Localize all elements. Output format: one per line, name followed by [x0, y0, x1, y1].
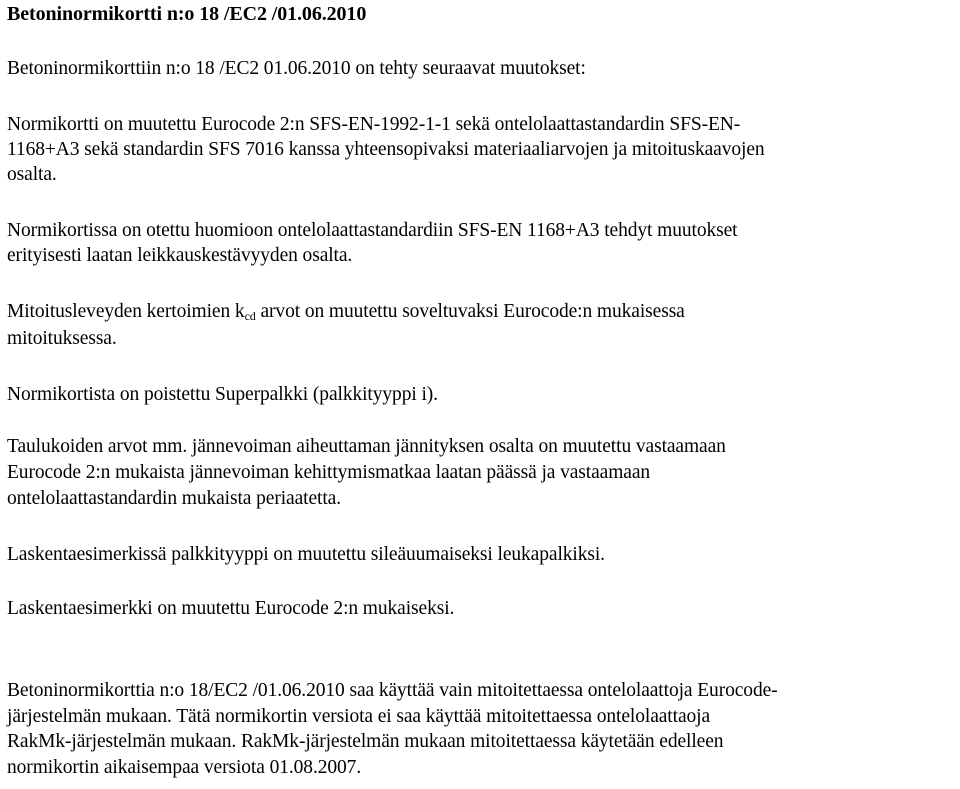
- paragraph-3-line-2: mitoituksessa.: [7, 328, 117, 349]
- paragraph-5-line-2: Eurocode 2:n mukaista jännevoiman kehittymismatkaa laatan päässä ja vastaamaan: [7, 462, 651, 483]
- paragraph-1-line-1: Normikortti on muutettu Eurocode 2:n SFS-EN-1992-1-1 sekä ontelolaattastandardin SFS-EN-: [7, 114, 741, 135]
- paragraph-1-line-2: 1168+A3 sekä standardin SFS 7016 kanssa yhteensopivaksi materiaaliarvojen ja mitoituskaavojen: [7, 139, 765, 160]
- paragraph-3-text-before: Mitoitusleveyden kertoimien k: [7, 301, 245, 322]
- paragraph-8-line-3: RakMk-järjestelmän mukaan. RakMk-järjestelmän mukaan mitoitettaessa käytetään edelleen: [7, 731, 724, 752]
- kcd-subscript: cd: [244, 309, 256, 323]
- paragraph-6-line-1: Laskentaesimerkissä palkkityyppi on muutettu sileäuumaiseksi leukapalkiksi.: [7, 544, 605, 565]
- paragraph-8-line-2: järjestelmän mukaan. Tätä normikortin versiota ei saa käyttää mitoitettaessa ontelolaattaoja: [7, 706, 711, 727]
- paragraph-4-line-1: Normikortista on poistettu Superpalkki (palkkityyppi i).: [7, 384, 438, 405]
- paragraph-7-line-1: Laskentaesimerkki on muutettu Eurocode 2:n mukaiseksi.: [7, 598, 455, 619]
- paragraph-2-line-2: erityisesti laatan leikkauskestävyyden osalta.: [7, 245, 353, 266]
- paragraph-1-line-3: osalta.: [7, 164, 57, 185]
- intro-line: Betoninormikorttiin n:o 18 /EC2 01.06.2010 on tehty seuraavat muutokset:: [7, 58, 586, 79]
- paragraph-5-line-1: Taulukoiden arvot mm. jännevoiman aiheuttaman jännityksen osalta on muutettu vastaamaan: [7, 436, 726, 457]
- document-heading: Betoninormikortti n:o 18 /EC2 /01.06.2010: [7, 3, 367, 25]
- paragraph-2-line-1: Normikortissa on otettu huomioon ontelolaattastandardiin SFS-EN 1168+A3 tehdyt muutokset: [7, 220, 738, 241]
- paragraph-3-text-after: arvot on muutettu soveltuvaksi Eurocode:n mukaisessa: [255, 301, 685, 322]
- paragraph-5-line-3: ontelolaattastandardin mukaista periaatetta.: [7, 488, 342, 509]
- paragraph-8-line-4: normikortin aikaisempaa versiota 01.08.2007.: [7, 757, 362, 778]
- paragraph-8-line-1: Betoninormikorttia n:o 18/EC2 /01.06.2010 saa käyttää vain mitoitettaessa ontelolaattoja Eurocode-: [7, 680, 778, 701]
- paragraph-3-line-1: [7, 300, 685, 324]
